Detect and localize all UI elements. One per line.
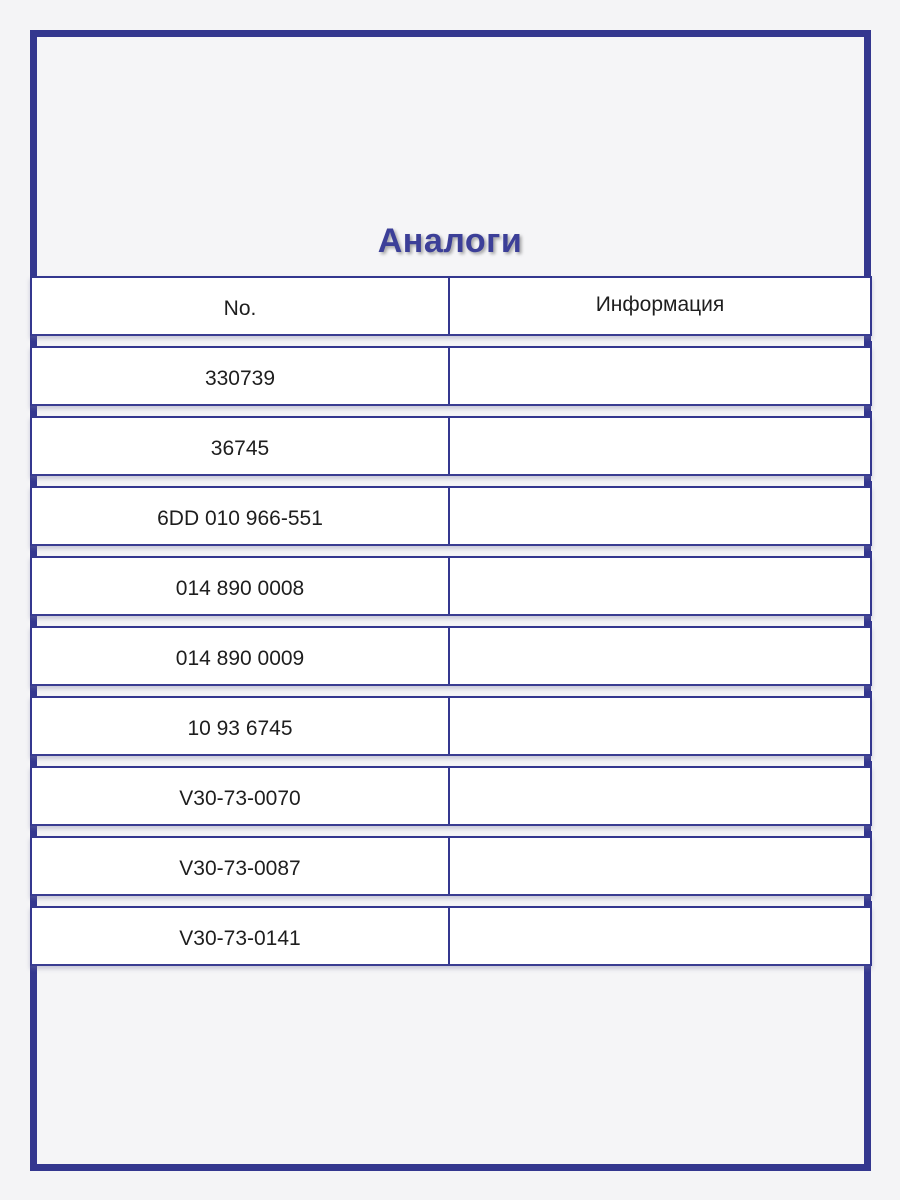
cell-info: [450, 768, 870, 824]
row-marker: [867, 901, 872, 906]
table-row: [30, 906, 872, 966]
cell-no: 014 890 0008: [32, 558, 450, 614]
cell-no: V30-73-0087: [32, 838, 450, 894]
analogs-table: [30, 276, 872, 966]
row-marker: [30, 551, 35, 556]
cell-info: [450, 418, 870, 474]
row-marker: [867, 551, 872, 556]
row-marker: [867, 831, 872, 836]
row-marker: [867, 411, 872, 416]
cell-no: V30-73-0141: [32, 908, 450, 964]
row-marker: [30, 621, 35, 626]
table-row: [30, 556, 872, 616]
cell-info: [450, 698, 870, 754]
cell-no: V30-73-0070: [32, 768, 450, 824]
cell-info: [450, 558, 870, 614]
cell-no: 10 93 6745: [32, 698, 450, 754]
row-marker: [30, 481, 35, 486]
row-marker: [867, 481, 872, 486]
header-info: Информация: [595, 293, 725, 316]
page-title: Аналоги: [377, 222, 523, 260]
cell-info: [450, 628, 870, 684]
row-marker: [30, 831, 35, 836]
row-marker: [867, 761, 872, 766]
table-row: [30, 416, 872, 476]
row-marker: [30, 901, 35, 906]
cell-info: [450, 348, 870, 404]
cell-info: [450, 488, 870, 544]
table-row: [30, 486, 872, 546]
table-row: [30, 836, 872, 896]
cell-info: [450, 908, 870, 964]
table-row: [30, 626, 872, 686]
table-header-row: [30, 276, 872, 336]
cell-no: 6DD 010 966-551: [32, 488, 450, 544]
table-row: [30, 696, 872, 756]
cell-no: 014 890 0009: [32, 628, 450, 684]
row-marker: [30, 411, 35, 416]
header-no: No.: [32, 278, 450, 334]
row-marker: [30, 691, 35, 696]
row-marker: [867, 341, 872, 346]
cell-info: [450, 838, 870, 894]
row-marker: [867, 691, 872, 696]
row-marker: [30, 341, 35, 346]
row-marker: [30, 761, 35, 766]
table-row: [30, 766, 872, 826]
cell-no: 36745: [32, 418, 450, 474]
row-marker: [867, 621, 872, 626]
cell-no: 330739: [32, 348, 450, 404]
table-row: [30, 346, 872, 406]
